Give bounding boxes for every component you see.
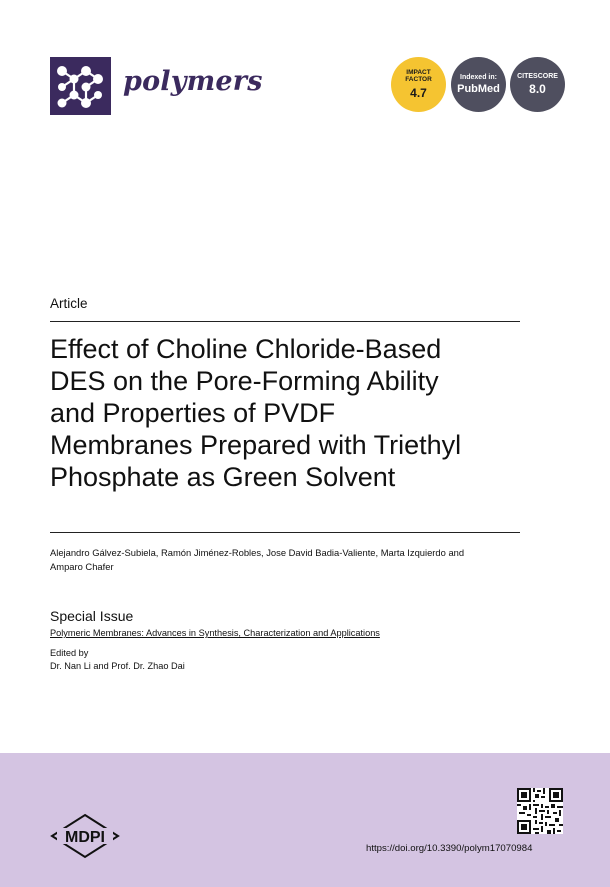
publisher-name: MDPI <box>65 829 105 846</box>
article-type: Article <box>50 296 88 311</box>
author-list <box>50 546 530 574</box>
title-line: and Properties of PVDF <box>50 398 336 428</box>
title-line: DES on the Pore-Forming Ability <box>50 366 439 396</box>
impact-factor-badge[interactable] <box>391 57 446 112</box>
impact-factor-line1: IMPACT <box>406 68 431 76</box>
title-line: Phosphate as Green Solvent <box>50 462 396 492</box>
edited-by-label: Edited by <box>50 648 89 658</box>
pubmed-label: Indexed in: <box>460 73 497 81</box>
title-bottom-divider <box>50 532 520 533</box>
title-line: Effect of Choline Chloride-Based <box>50 334 442 364</box>
journal-name: polymers <box>123 66 263 97</box>
editors-names: Dr. Nan Li and Prof. Dr. Zhao Dai <box>50 661 185 671</box>
impact-factor-value: 4.7 <box>410 85 427 100</box>
citescore-label: CITESCORE <box>517 73 558 81</box>
title-top-divider <box>50 321 520 322</box>
authors-line: Amparo Chafer <box>50 561 114 572</box>
pubmed-badge[interactable] <box>451 57 506 112</box>
qr-code-icon[interactable] <box>517 788 563 834</box>
footer-band <box>0 753 610 887</box>
special-issue-link[interactable]: Polymeric Membranes: Advances in Synthesis, Characterization and Applications <box>50 628 380 638</box>
mdpi-logo-icon <box>50 813 120 864</box>
authors-line: Alejandro Gálvez-Subiela, Ramón Jiménez-Robles, Jose David Badia-Valiente, Marta Izquierdo and <box>50 547 465 558</box>
special-issue-heading: Special Issue <box>50 608 134 624</box>
impact-factor-line2: FACTOR <box>405 75 432 83</box>
doi-link[interactable]: https://doi.org/10.3390/polym17070984 <box>366 843 533 854</box>
pubmed-value: PubMed <box>457 82 500 95</box>
journal-logo-icon <box>50 57 111 115</box>
citescore-badge[interactable] <box>510 57 565 112</box>
title-line: Membranes Prepared with Triethyl <box>50 430 462 460</box>
article-title <box>50 333 520 493</box>
citescore-value: 8.0 <box>529 82 546 97</box>
